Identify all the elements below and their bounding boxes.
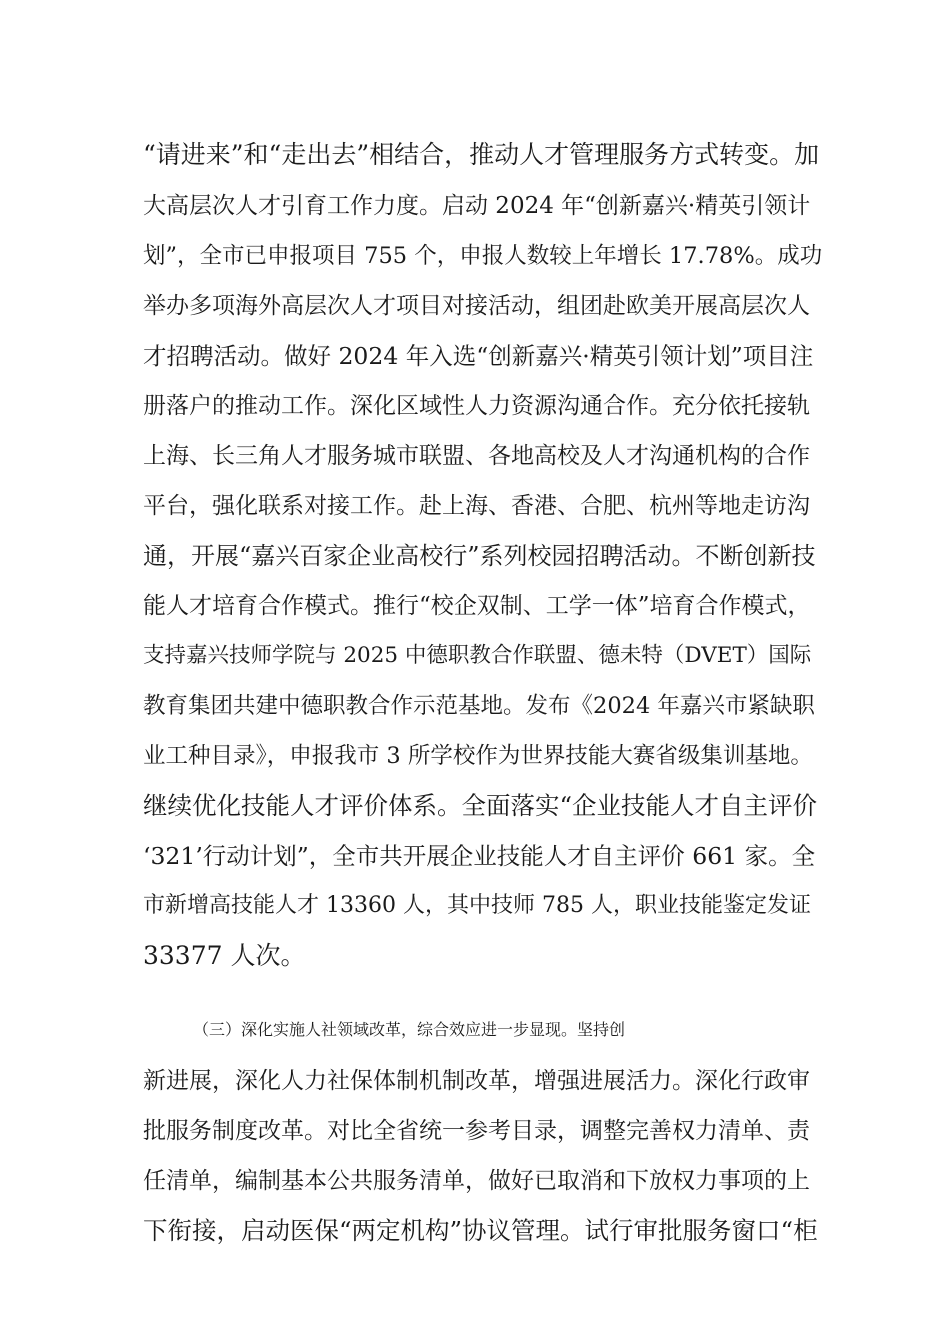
text-line: 市新增高技能人才 13360 人，其中技师 785 人，职业技能鉴定发证 xyxy=(143,893,811,918)
text-line: 能人才培育合作模式。推行“校企双制、工学一体”培育合作模式， xyxy=(143,593,811,619)
text-line: 33377 人次。 xyxy=(143,941,306,970)
text-line: 册落户的推动工作。深化区域性人力资源沟通合作。充分依托接轨 xyxy=(143,393,810,419)
text-line: 教育集团共建中德职教合作示范基地。发布《2024 年嘉兴市紧缺职 xyxy=(143,693,815,719)
text-line: 新进展，深化人力社保体制机制改革，增强进展活力。深化行政审 xyxy=(143,1068,810,1094)
text-line: “请进来”和“走出去”相结合，推动人才管理服务方式转变。加 xyxy=(143,140,820,169)
text-line: 大高层次人才引育工作力度。启动 2024 年“创新嘉兴·精英引领计 xyxy=(143,193,811,219)
text-line: 任清单，编制基本公共服务清单，做好已取消和下放权力事项的上 xyxy=(143,1168,810,1194)
text-line: 批服务制度改革。对比全省统一参考目录，调整完善权力清单、责 xyxy=(143,1118,810,1144)
section-heading-line: （三）深化实施人社领域改革，综合效应进一步显现。坚持创 xyxy=(193,1020,626,1039)
text-line: 继续优化技能人才评价体系。全面落实“企业技能人才自主评价 xyxy=(143,791,818,820)
text-line: 划”，全市已申报项目 755 个，申报人数较上年增长 17.78%。成功 xyxy=(143,243,823,269)
text-line: 才招聘活动。做好 2024 年入选“创新嘉兴·精英引领计划”项目注 xyxy=(143,342,814,370)
text-line: 平台，强化联系对接工作。赴上海、香港、合肥、杭州等地走访沟 xyxy=(143,493,810,519)
text-line: 上海、长三角人才服务城市联盟、各地高校及人才沟通机构的合作 xyxy=(143,443,810,469)
text-line: 下衔接，启动医保“两定机构”协议管理。试行审批服务窗口“柜 xyxy=(143,1216,818,1245)
text-line: 通，开展“嘉兴百家企业高校行”系列校园招聘活动。不断创新技 xyxy=(143,542,816,570)
text-line: 业工种目录》，申报我市 3 所学校作为世界技能大赛省级集训基地。 xyxy=(143,743,813,769)
text-line: ‘321’行动计划”，全市共开展企业技能人才自主评价 661 家。全 xyxy=(143,842,816,870)
text-line: 举办多项海外高层次人才项目对接活动，组团赴欧美开展高层次人 xyxy=(143,293,810,319)
text-line: 支持嘉兴技师学院与 2025 中德职教合作联盟、德未特（DVET）国际 xyxy=(143,643,812,668)
